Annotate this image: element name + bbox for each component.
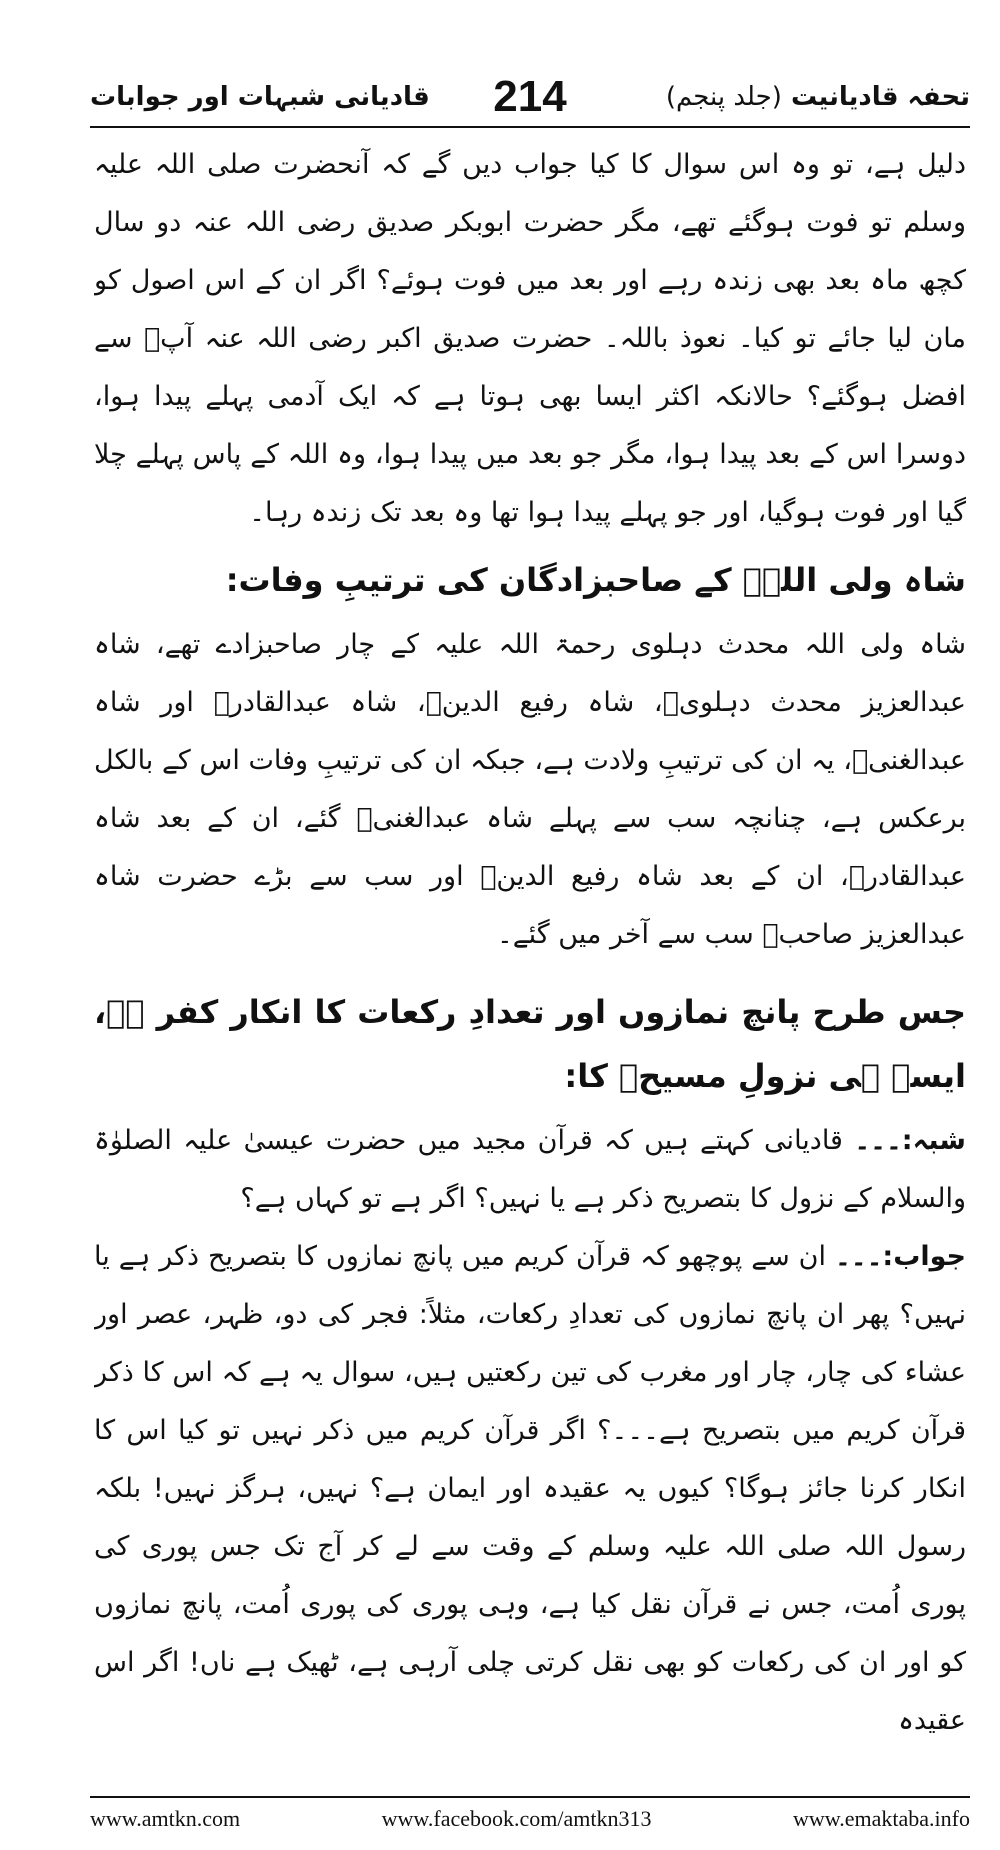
paragraph-sons-order: شاہ ولی اللہ محدث دہلوی رحمۃ اللہ علیہ کے چار صاحبزادے تھے، شاہ عبدالعزیز محدث دہلویؒ، شاہ رفیع الدینؒ، شاہ عبدالقادرؒ اور شاہ عبدالغنیؒ، یہ ان کی ترتیبِ ولادت ہے، جبکہ ان کی ترتیبِ وفات اس کے بالکل برعکس ہے، چنانچہ سب سے پہلے شاہ عبدالغنیؒ گئے، ان کے بعد شاہ عبدالقادرؒ، ان کے بعد شاہ رفیع الدینؒ اور سب سے بڑے حضرت شاہ عبدالعزیز صاحبؒ سب سے آخر میں گئے۔ [94, 629, 966, 950]
volume-label: (جلد پنجم) [665, 82, 782, 112]
footer-divider [90, 1796, 970, 1798]
header-divider [90, 126, 970, 128]
paragraph-intro: دلیل ہے، تو وہ اس سوال کا کیا جواب دیں گے کہ آنحضرت صلی اللہ علیہ وسلم تو فوت ہوگئے تھے، مگر حضرت ابوبکر صدیق رضی اللہ عنہ دو سال کچھ ماہ بعد بھی زندہ رہے اور بعد میں فوت ہوئے؟ اگر ان کے اس اصول کو مان لیا جائے تو کیا۔ نعوذ باللہ۔ حضرت صدیق اکبر رضی اللہ عنہ آپؐ سے افضل ہوگئے؟ حالانکہ اکثر ایسا بھی ہوتا ہے کہ ایک آدمی پہلے پیدا ہوا، دوسرا اس کے بعد پیدا ہوا، مگر جو بعد میں پیدا ہوا، وہ اللہ کے پاس پہلے چلا گیا اور فوت ہوگیا، اور جو پہلے پیدا ہوا تھا وہ بعد تک زندہ رہا۔ [94, 149, 966, 528]
spacer [94, 964, 966, 974]
footer-link-facebook[interactable]: www.facebook.com/amtkn313 [381, 1806, 652, 1831]
page-header [90, 74, 970, 120]
paragraph-question [94, 1112, 966, 1228]
book-title [666, 82, 970, 112]
chapter-title: قادیانی شبہات اور جوابات [90, 82, 430, 112]
footer-link-amtkn[interactable]: www.amtkn.com [90, 1806, 241, 1831]
question-text: قادیانی کہتے ہیں کہ قرآن مجید میں حضرت عیسیٰ علیہ الصلوٰۃ والسلام کے نزول کا بتصریح ذکر ہے یا نہیں؟ اگر ہے تو کہاں ہے؟ [94, 1125, 966, 1214]
paragraph-answer [94, 1228, 966, 1750]
page-footer [90, 1806, 970, 1838]
footer-link-emaktaba[interactable]: www.emaktaba.info [793, 1806, 970, 1831]
section-heading-nuzool: جس طرح پانچ نمازوں اور تعدادِ رکعات کا انکار کفر ہے، ایسے ہی نزولِ مسیحؑ کا: [94, 993, 966, 1095]
book-title-text: تحفہ قادیانیت [790, 82, 970, 112]
page-number: 214 [493, 72, 567, 121]
question-label: شبہ:۔۔۔ [854, 1125, 966, 1156]
answer-label: جواب:۔۔۔ [834, 1241, 966, 1272]
page-body [94, 136, 966, 1776]
section-heading-wali-ullah: شاہ ولی اللہؒ کے صاحبزادگان کی ترتیبِ وفات: [225, 561, 966, 599]
answer-text: ان سے پوچھو کہ قرآن کریم میں پانچ نمازوں کا بتصریح ذکر ہے یا نہیں؟ پھر ان پانچ نمازوں کی تعدادِ رکعات، مثلاً: فجر کی دو، ظہر، عصر اور عشاء کی چار، چار اور مغرب کی تین رکعتیں ہیں، سوال یہ ہے کہ اس کا ذکر قرآن کریم میں بتصریح ہے۔۔۔؟ اگر قرآن کریم میں ذکر نہیں تو کیا اس کا انکار کرنا جائز ہوگا؟ کیوں یہ عقیدہ اور ایمان ہے؟ نہیں، ہرگز نہیں! بلکہ رسول اللہ صلی اللہ علیہ وسلم کے وقت سے لے کر آج تک جس پوری کی پوری اُمت، جس نے قرآن نقل کیا ہے، وہی پوری کی پوری اُمت، پانچ نمازوں کو اور ان کی رکعات کو بھی نقل کرتی چلی آرہی ہے، ٹھیک ہے ناں! اگر اس عقیدہ [94, 1241, 966, 1736]
